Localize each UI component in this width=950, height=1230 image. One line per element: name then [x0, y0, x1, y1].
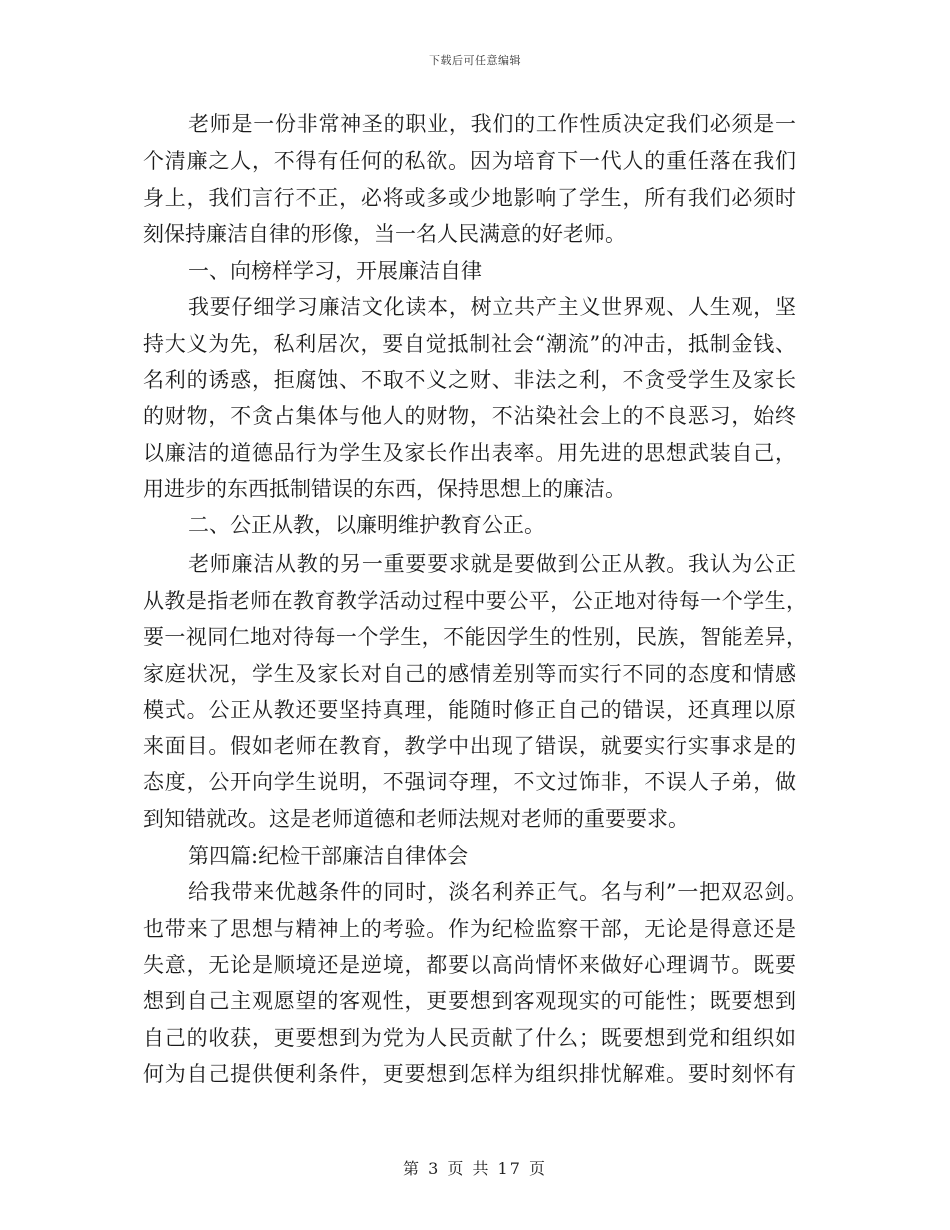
page-header: 下载后可任意编辑	[429, 54, 521, 67]
text-line-content: 何为自己提供便利条件，更要想到怎样为组织排忧解难。要时刻怀有	[143, 1062, 797, 1086]
page-footer: 第 3 页 共 17 页	[403, 1159, 547, 1178]
text-line	[0, 1056, 950, 1092]
text-line-content: 以廉洁的道德品行为学生及家长作出表率。用先进的思想武装自己，	[143, 441, 797, 465]
text-line	[0, 764, 950, 800]
text-line	[0, 911, 950, 947]
text-line-content: 从教是指老师在教育教学活动过程中要公平，公正地对待每一个学生，	[143, 589, 808, 613]
text-line	[0, 362, 950, 398]
text-line-content: 也带来了思想与精神上的考验。作为纪检监察干部，无论是得意还是	[143, 917, 797, 941]
text-line-content: 家庭状况，学生及家长对自己的感情差别等而实行不同的态度和情感	[143, 662, 797, 686]
text-line	[0, 471, 950, 507]
text-line-content: 的财物，不贪占集体与他人的财物，不沾染社会上的不良恶习，始终	[143, 404, 797, 428]
text-line	[0, 801, 950, 837]
text-line-content: 到知错就改。这是老师道德和老师法规对老师的重要要求。	[143, 807, 689, 831]
text-line-content: 模式。公正从教还要坚持真理，能随时修正自己的错误，还真理以原	[143, 698, 797, 722]
text-line	[0, 1020, 950, 1056]
text-line-content: 态度，公开向学生说明，不强词夺理，不文过饰非，不误人子弟，做	[143, 770, 797, 794]
text-line	[0, 838, 950, 874]
text-line-content: 给我带来优越条件的同时，淡名利养正气。名与利”一把双忍剑。	[188, 880, 808, 904]
text-line	[0, 326, 950, 362]
text-line-content: 要一视同仁地对待每一个学生，不能因学生的性别，民族，智能差异，	[143, 625, 808, 649]
text-line	[0, 728, 950, 764]
text-line	[0, 874, 950, 910]
text-line-content: 失意，无论是顺境还是逆境，都要以高尚情怀来做好心理调节。既要	[143, 953, 797, 977]
text-line	[0, 253, 950, 289]
text-line	[0, 216, 950, 252]
text-line	[0, 546, 950, 582]
text-line	[0, 583, 950, 619]
text-line	[0, 507, 950, 543]
text-line	[0, 398, 950, 434]
text-line-content: 名利的诱惑，拒腐蚀、不取不义之财、非法之利，不贪受学生及家长	[143, 368, 797, 392]
text-line-content: 我要仔细学习廉洁文化读本，树立共产主义世界观、人生观，坚	[188, 295, 797, 319]
text-line-content: 自己的收获，更要想到为党为人民贡献了什么；既要想到党和组织如	[143, 1026, 797, 1050]
text-line	[0, 983, 950, 1019]
text-line-content: 个清廉之人，不得有任何的私欲。因为培育下一代人的重任落在我们	[143, 149, 797, 173]
text-line	[0, 180, 950, 216]
text-line-content: 第四篇:纪检干部廉洁自律体会	[188, 844, 469, 868]
text-line-content: 老师是一份非常神圣的职业，我们的工作性质决定我们必须是一	[188, 112, 797, 136]
text-line	[0, 692, 950, 728]
text-line-content: 持大义为先，私利居次，要自觉抵制社会“潮流”的冲击，抵制金钱、	[143, 332, 797, 356]
text-line-content: 二、公正从教，以廉明维护教育公正。	[188, 513, 545, 537]
text-line-content: 老师廉洁从教的另一重要要求就是要做到公正从教。我认为公正	[188, 552, 797, 576]
text-line	[0, 106, 950, 142]
text-line	[0, 947, 950, 983]
text-line-content: 用进步的东西抵制错误的东西，保持思想上的廉洁。	[143, 477, 626, 501]
text-line-content: 一、向榜样学习，开展廉洁自律	[188, 259, 482, 283]
text-line-content: 想到自己主观愿望的客观性，更要想到客观现实的可能性；既要想到	[143, 989, 797, 1013]
text-line	[0, 435, 950, 471]
text-line-content: 刻保持廉洁自律的形像，当一名人民满意的好老师。	[143, 222, 626, 246]
text-line-content: 身上，我们言行不正，必将或多或少地影响了学生，所有我们必须时	[143, 186, 797, 210]
text-line	[0, 619, 950, 655]
text-line	[0, 289, 950, 325]
text-line	[0, 143, 950, 179]
text-line-content: 来面目。假如老师在教育，教学中出现了错误，就要实行实事求是的	[143, 734, 797, 758]
text-line	[0, 656, 950, 692]
